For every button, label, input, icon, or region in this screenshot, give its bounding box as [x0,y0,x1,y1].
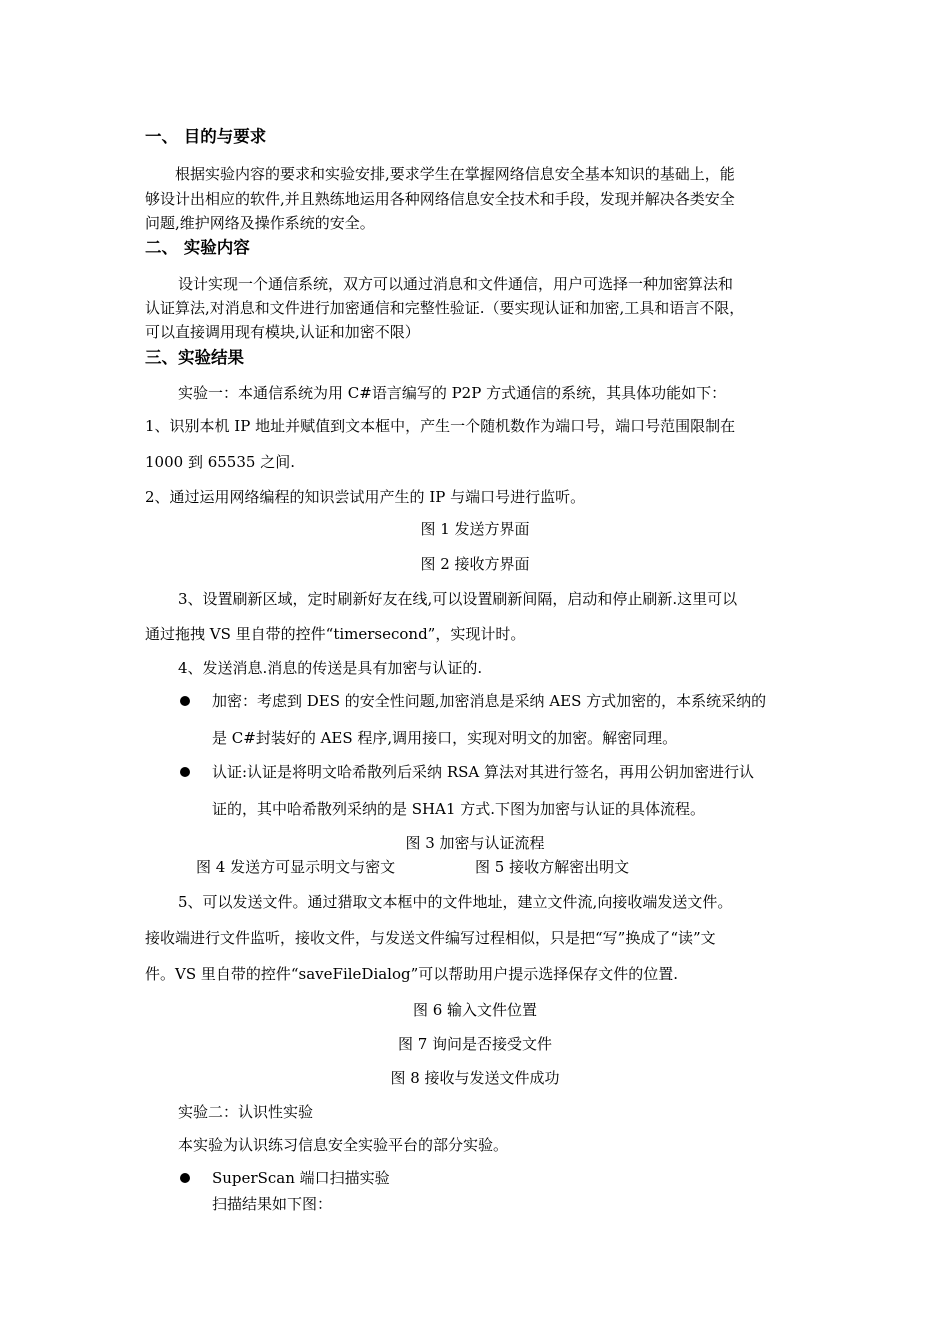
figure-6-caption: 图 6 输入文件位置 [412,1001,538,1019]
item-1-line-2: 1000 到 65535 之间. [145,453,295,471]
encryption-line-1: 加密：考虑到 DES 的安全性问题,加密消息是采纳 AES 方式加密的，本系统采纳的 [212,692,767,710]
superscan-item: SuperScan 端口扫描实验 [212,1169,390,1187]
item-5-line-3: 件。VS 里自带的控件“saveFileDialog”可以帮助用户提示选择保存文件的位置. [145,965,679,983]
figure-3-caption: 图 3 加密与认证流程 [405,834,545,852]
section-2-line-1: 设计实现一个通信系统，双方可以通过消息和文件通信，用户可选择一种加密算法和 [178,275,734,293]
section-2-line-2: 认证算法,对消息和文件进行加密通信和完整性验证.（要实现认证和加密,工具和语言不限， [145,299,745,317]
figure-4-caption: 图 4 发送方可显示明文与密文 [196,858,396,876]
section-3-title: 三、实验结果 [145,348,244,367]
item-3-line-2: 通过拖拽 VS 里自带的控件“timersecond”，实现计时。 [145,625,526,643]
item-4: 4、发送消息.消息的传送是具有加密与认证的. [178,659,483,677]
item-3-line-1: 3、设置刷新区域，定时刷新好友在线,可以设置刷新间隔，启动和停止刷新.这里可以 [178,590,738,608]
section-1-line-3: 问题,维护网络及操作系统的安全。 [145,214,375,232]
figure-1-caption: 图 1 发送方界面 [420,520,530,538]
experiment-1-intro: 实验一：本通信系统为用 C#语言编写的 P2P 方式通信的系统，其具体功能如下： [178,384,727,402]
section-2-line-3: 可以直接调用现有模块,认证和加密不限） [145,323,420,341]
section-1-line-2: 够设计出相应的软件,并且熟练地运用各种网络信息安全技术和手段，发现并解决各类安全 [145,190,735,208]
experiment-2-title: 实验二：认识性实验 [178,1103,314,1121]
item-2: 2、通过运用网络编程的知识尝试用产生的 IP 与端口号进行监听。 [145,488,586,506]
item-5-line-2: 接收端进行文件监听，接收文件，与发送文件编写过程相似，只是把“写”换成了“读”文 [145,929,716,947]
encryption-line-2: 是 C#封装好的 AES 程序,调用接口，实现对明文的加密。解密同理。 [212,729,678,747]
figure-2-caption: 图 2 接收方界面 [420,555,530,573]
figure-8-caption: 图 8 接收与发送文件成功 [390,1069,560,1087]
authentication-line-2: 证的，其中哈希散列采纳的是 SHA1 方式.下图为加密与认证的具体流程。 [212,800,706,818]
section-1-title: 一、 目的与要求 [145,127,267,146]
experiment-2-description: 本实验为认识练习信息安全实验平台的部分实验。 [178,1136,509,1154]
figure-7-caption: 图 7 询问是否接受文件 [397,1035,553,1053]
bullet-authentication [180,767,190,777]
authentication-line-1: 认证:认证是将明文哈希散列后采纳 RSA 算法对其进行签名，再用公钥加密进行认 [212,763,754,781]
scan-result-label: 扫描结果如下图： [212,1195,333,1213]
item-5-line-1: 5、可以发送文件。通过猎取文本框中的文件地址，建立文件流,向接收端发送文件。 [178,893,733,911]
figure-5-caption: 图 5 接收方解密出明文 [475,858,630,876]
bullet-superscan [180,1173,190,1183]
section-2-title: 二、 实验内容 [145,238,250,257]
item-1-line-1: 1、识别本机 IP 地址并赋值到文本框中，产生一个随机数作为端口号，端口号范围限制在 [145,417,736,435]
section-1-line-1: 根据实验内容的要求和实验安排,要求学生在掌握网络信息安全基本知识的基础上，能 [175,165,735,183]
bullet-encryption [180,696,190,706]
